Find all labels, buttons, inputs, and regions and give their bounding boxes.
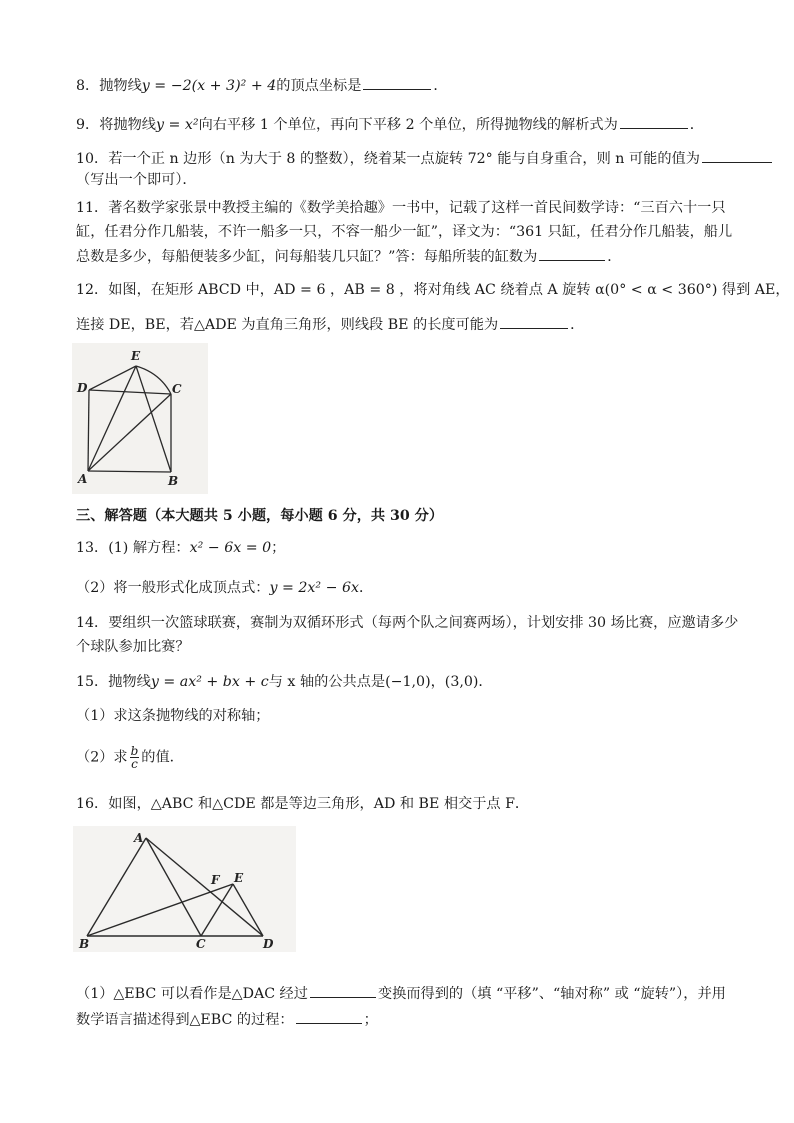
- q10-text: 10．若一个正 n 边形（n 为大于 8 的整数），绕着某一点旋转 72° 能与自身重合，则 n 可能的值为: [76, 151, 700, 167]
- q16-transform-blank: [310, 983, 376, 998]
- q13-p1-end: ；: [271, 540, 286, 556]
- q13-p2-expr: y = 2x² − 6x: [269, 580, 360, 596]
- q12-end: ．: [570, 317, 585, 333]
- q15-expr: y = ax² + bx + c: [150, 674, 269, 690]
- q9-expr: y = x²: [155, 117, 199, 133]
- q8-expr: y = −2(x + 3)² + 4: [141, 78, 277, 94]
- question-14-line2: 个球队参加比赛？: [76, 639, 190, 655]
- q16-process-blank: [296, 1009, 362, 1024]
- label-A: A: [78, 472, 88, 486]
- q12-figure: [72, 343, 208, 494]
- question-16-part1-line1: [76, 983, 726, 1004]
- q13-p2-pre: （2）将一般形式化成顶点式：: [76, 580, 270, 596]
- q13-p2-end: ．: [359, 580, 374, 596]
- q11-answer-blank: [539, 246, 605, 261]
- question-13-part1: [76, 538, 285, 558]
- q9-post: 向右平移 1 个单位，再向下平移 2 个单位，所得抛物线的解析式为: [198, 117, 618, 133]
- label-E: E: [131, 349, 141, 363]
- question-16-part1-line2: [76, 1009, 378, 1030]
- q15-mid: 与 x 轴的公共点是: [268, 674, 386, 690]
- question-11-line2: 缸，任君分作几船装，不许一船多一只，不容一船少一缸”，译文为：“361 只缸，任君分作几船装，船儿: [76, 224, 733, 240]
- segment-DE: [89, 366, 136, 390]
- question-10-line1: [76, 148, 774, 169]
- frac-denominator: c: [131, 757, 138, 771]
- segment-ED: [233, 884, 263, 936]
- label-C: C: [196, 937, 206, 951]
- label-B: B: [79, 937, 90, 951]
- q13-p1-pre: 13．(1) 解方程：: [76, 540, 190, 556]
- fraction-b-over-c: [130, 745, 140, 770]
- segment-EB: [136, 366, 171, 472]
- question-10-line2: （写出一个即可）．: [76, 172, 197, 188]
- q15-p2-post: 的值．: [141, 749, 184, 766]
- question-11-line1: 11．著名数学家张景中教授主编的《数学美拾趣》一书中，记载了这样一首民间数学诗：“三百六十一只: [76, 200, 726, 216]
- label-A: A: [134, 831, 144, 845]
- q11-end: ．: [607, 249, 622, 265]
- question-13-part2: [76, 578, 373, 598]
- label-E: E: [234, 871, 244, 885]
- q16-p1-a: （1）△EBC 可以看作是△DAC 经过: [76, 986, 308, 1002]
- label-C: C: [172, 382, 182, 396]
- question-16-line1: 16．如图，△ABC 和△CDE 都是等边三角形，AD 和 BE 相交于点 F．: [76, 796, 530, 812]
- question-12-line2: [76, 314, 584, 335]
- question-8: [76, 75, 448, 96]
- equilateral-triangles-diagram: [73, 826, 296, 952]
- label-F: F: [211, 873, 220, 887]
- section-3-heading: 三、解答题（本大题共 5 小题，每小题 6 分，共 30 分）: [76, 508, 444, 524]
- segment-DC: [89, 390, 171, 394]
- q16-p1-end: ；: [363, 1012, 378, 1028]
- question-14-line1: 14．要组织一次篮球联赛，赛制为双循环形式（每两个队之间赛两场），计划安排 30 场比赛，应邀请多少: [76, 615, 739, 631]
- question-15: [76, 672, 493, 692]
- question-15-part1: （1）求这条抛物线的对称轴；: [76, 708, 270, 724]
- label-B: B: [168, 474, 179, 488]
- segment-BE: [87, 884, 233, 936]
- question-12-line1: 12．如图，在矩形 ABCD 中，AD = 6 ，AB = 8 ，将对角线 AC 绕着点 A 旋转 α(0° < α < 360°) 得到 AE，: [76, 282, 790, 298]
- segment-CE: [201, 884, 233, 936]
- label-D: D: [263, 937, 274, 951]
- segment-AD: [146, 838, 263, 936]
- q16-figure: [73, 826, 296, 952]
- q10-answer-blank: [702, 148, 772, 163]
- question-11-line3: [76, 246, 621, 267]
- q15-points: (−1,0)，(3,0): [385, 674, 479, 690]
- q13-p1-expr: x² − 6x = 0: [189, 540, 272, 556]
- rectangle-rotation-diagram: [72, 343, 208, 494]
- q9-end: ．: [689, 117, 704, 133]
- question-15-part2: [76, 745, 184, 770]
- question-9: [76, 114, 704, 135]
- q15-p2-pre: （2）求: [76, 749, 128, 766]
- q8-end: ．: [433, 78, 448, 94]
- segment-DA: [88, 390, 89, 471]
- q8-answer-blank: [363, 75, 431, 90]
- q9-pre: 9．将抛物线: [76, 117, 156, 133]
- q12-answer-blank: [500, 314, 568, 329]
- q12-line2-text: 连接 DE，BE，若△ADE 为直角三角形，则线段 BE 的长度可能为: [76, 317, 499, 333]
- q9-answer-blank: [620, 114, 688, 129]
- q16-p1-b: 变换而得到的（填 “平移”、“轴对称” 或 “旋转”），并用: [377, 986, 726, 1002]
- q15-pre: 15．抛物线: [76, 674, 151, 690]
- q15-end: ．: [478, 674, 493, 690]
- segment-AC: [146, 838, 201, 936]
- q8-pre: 8．抛物线: [76, 78, 142, 94]
- q8-post: 的顶点坐标是: [276, 78, 362, 94]
- segment-AB: [87, 838, 146, 936]
- q16-p1-c: 数学语言描述得到△EBC 的过程：: [76, 1012, 294, 1028]
- label-D: D: [77, 381, 88, 395]
- segment-AE: [88, 366, 136, 471]
- q11-line3-text: 总数是多少，每船便装多少缸，问每船装几只缸？”答：每船所装的缸数为: [76, 249, 538, 265]
- segment-AB: [88, 471, 171, 472]
- frac-numerator: b: [130, 744, 139, 758]
